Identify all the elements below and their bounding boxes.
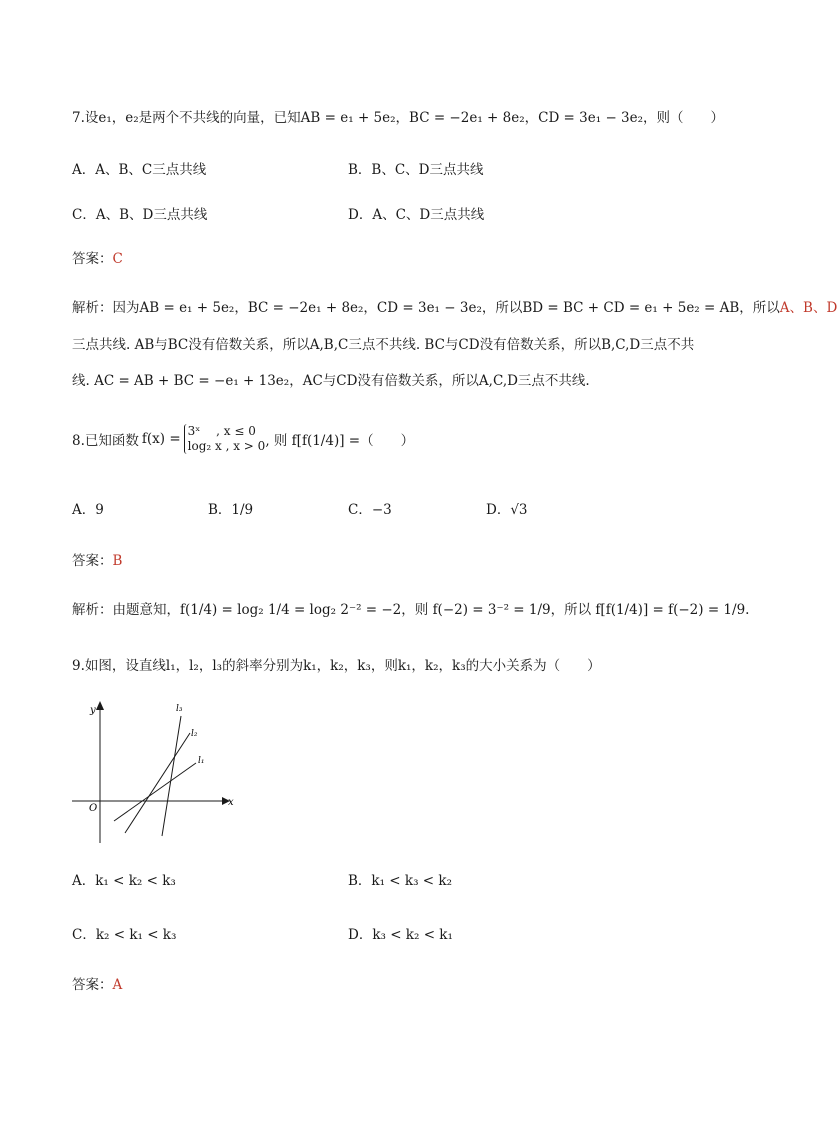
x-label: x	[228, 797, 234, 808]
q7-stem: 7.设e₁，e₂是两个不共线的向量，已知AB = e₁ + 5e₂，BC = −2e₁ + 8e₂，CD = 3e₁ − 3e₂，则（ ）	[72, 110, 725, 126]
line-l2	[125, 733, 190, 833]
analysis-highlight: A、B、D	[779, 300, 837, 316]
q8-option-b: B．1/9	[208, 502, 254, 518]
q9-option-c: C．k₂ < k₁ < k₃	[72, 927, 177, 943]
q7-answer	[72, 247, 123, 267]
q7-option-c: C．A、B、D三点共线	[72, 207, 208, 223]
q8-option-c: C．−3	[348, 502, 392, 518]
q8-analysis: 解析：由题意知，f(1/4) = log₂ 1/4 = log₂ 2⁻² = −2，则 f(−2) = 3⁻² = 1/9，所以 f[f(1/4)] = f(−2) = 1/9.	[72, 602, 750, 618]
q8-piecewise	[184, 424, 266, 454]
q9-option-d: D．k₃ < k₂ < k₁	[348, 927, 453, 943]
q8-function-name: f(x) =	[141, 431, 181, 447]
q8-option-a: A．9	[72, 502, 104, 518]
line-l1	[114, 763, 196, 821]
answer-label: 答案：	[72, 977, 113, 993]
q7-option-b: B．B、C、D三点共线	[348, 162, 484, 178]
q8-case-1: 3ˣ , x ≤ 0	[187, 424, 256, 438]
l1-label: l₁	[198, 756, 205, 766]
analysis-text: 解析：因为AB = e₁ + 5e₂，BC = −2e₁ + 8e₂，CD = 3e₁ − 3e₂，所以BD = BC + CD = e₁ + 5e₂ = AB，所以	[72, 300, 780, 316]
q9-answer	[72, 973, 122, 993]
l3-label: l₃	[176, 704, 183, 714]
q8-option-d: D．√3	[486, 502, 528, 518]
origin-label: O	[89, 803, 98, 814]
answer-label: 答案：	[72, 251, 113, 267]
y-label: y	[90, 705, 96, 716]
q8-case-2: log₂ x , x > 0	[187, 439, 266, 453]
q9-option-a: A．k₁ < k₂ < k₃	[72, 873, 176, 889]
q8-stem-prefix: 8.已知函数	[72, 433, 139, 449]
q7-option-d: D．A、C、D三点共线	[348, 207, 485, 223]
q8-answer	[72, 549, 122, 569]
answer-label: 答案：	[72, 553, 113, 569]
l2-label: l₂	[191, 729, 198, 739]
q7-analysis-line-3: 线. AC = AB + BC = −e₁ + 13e₂，AC与CD没有倍数关系，所以A,C,D三点不共线.	[72, 373, 590, 389]
q9-line-graph	[70, 698, 240, 843]
y-axis-arrow	[96, 701, 104, 710]
q7-option-a: A．A、B、C三点共线	[72, 162, 207, 178]
answer-value: A	[112, 977, 123, 993]
q9-stem: 9.如图，设直线l₁，l₂，l₃的斜率分别为k₁，k₂，k₃，则k₁，k₂，k₃的大小关系为（ ）	[72, 658, 601, 674]
answer-value: C	[112, 251, 123, 267]
q8-stem	[72, 424, 414, 454]
answer-value: B	[112, 553, 123, 569]
q7-analysis-line-2: 三点共线. AB与BC没有倍数关系，所以A,B,C三点不共线. BC与CD没有倍数关系，所以B,C,D三点不共	[72, 337, 695, 353]
q8-stem-suffix: , 则 f[f(1/4)] =（ ）	[265, 433, 415, 449]
q7-analysis-line-1	[72, 296, 837, 316]
q9-option-b: B．k₁ < k₃ < k₂	[348, 873, 452, 889]
